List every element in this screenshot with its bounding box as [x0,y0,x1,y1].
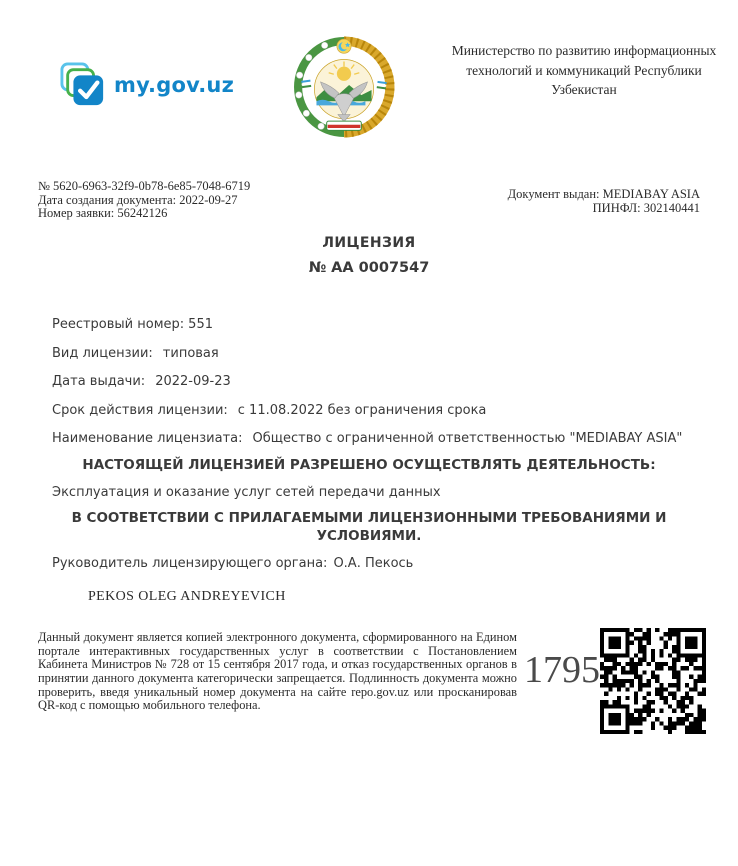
conditions-heading: В СООТВЕТСТВИИ С ПРИЛАГАЕМЫМИ ЛИЦЕНЗИОННЫМИ ТРЕБОВАНИЯМИ И УСЛОВИЯМИ. [71,510,667,544]
document-title: ЛИЦЕНЗИЯ [322,235,416,251]
license-type-line: Вид лицензии: типовая [52,346,219,361]
mygovuz-logo [60,62,234,108]
document-series-number: № AA 0007547 [308,260,430,276]
mygovuz-checkmark-icon [60,62,106,108]
issue-date-line: Дата выдачи: 2022-09-23 [52,374,231,389]
document-meta-left [38,180,250,221]
validity-line: Срок действия лицензии: с 11.08.2022 без ограничения срока [52,403,487,418]
activity-description: Эксплуатация и оказание услуг сетей передачи данных [52,485,441,500]
document-created-date: Дата создания документа: 2022-09-27 [38,192,238,207]
authority-head-latin-name: PEKOS OLEG ANDREYEVICH [88,589,286,604]
document-issued-to: Документ выдан: MEDIABAY ASIA [507,187,700,201]
application-number: Номер заявки: 56242126 [38,206,168,221]
document-meta-right [508,188,700,216]
licensee-line: Наименование лицензиата: Общество с ограниченной ответственностью "MEDIABAY ASIA" [52,431,683,446]
authority-head-line: Руководитель лицензирующего органа: О.А. Пекось [52,556,414,571]
mygovuz-logo-text: my.gov.uz [114,73,235,97]
ministry-name: Министерство по развитию информационных технологий и коммуникаций Республики Узбекистан [451,43,717,98]
disclaimer-text: Данный документ является копией электронного документа, сформированного на Едином портале интерактивных государственных услуг в соответствии с Постановлением Кабинета Министров № 728 от 15 сентября 2017 года, и отказ государственных органов в принятии данного документа категорически запрещается. Подлинность документа можно проверить, введя уникальный номер документа на сайте repo.gov.uz или просканировав QR-код с помощью мобильного телефона. [38,630,517,713]
registry-number-line: Реестровый номер: 551 [52,317,213,332]
document-number: № 5620-6963-32f9-0b78-6e85-7048-6719 [38,179,251,193]
qr-code [600,628,706,734]
verification-code: 1795 [524,649,600,691]
permitted-activity-heading: НАСТОЯЩЕЙ ЛИЦЕНЗИЕЙ РАЗРЕШЕНО ОСУЩЕСТВЛЯТЬ ДЕЯТЕЛЬНОСТЬ: [82,457,656,473]
uzbekistan-coat-of-arms [293,36,395,138]
pinfl-number: ПИНФЛ: 302140441 [592,200,700,215]
